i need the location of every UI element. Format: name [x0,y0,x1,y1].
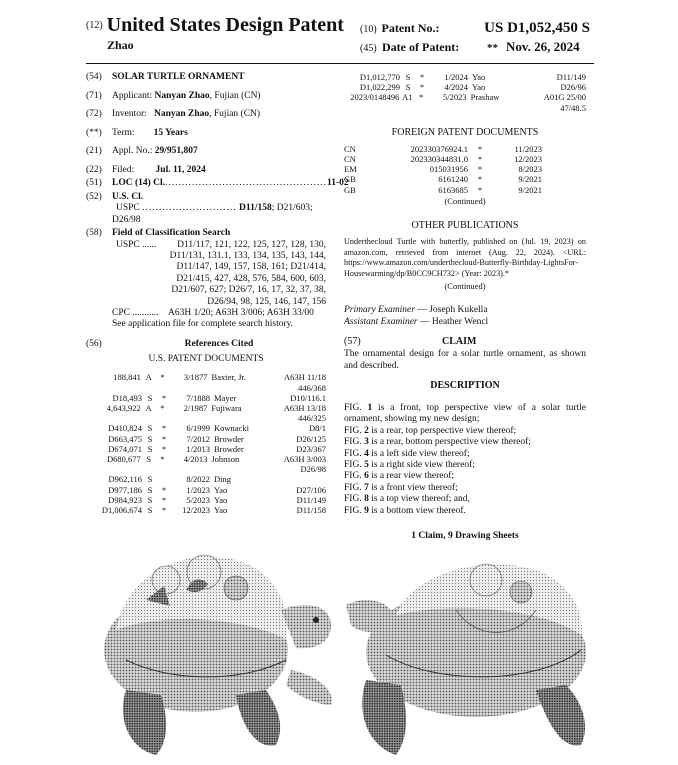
reference-row: D984,923 S * 5/2023 Yao D11/149 [108,494,326,505]
patent-header-left [86,14,344,53]
reference-row: D410,824 S * 6/1999 Kownacki D8/1 [108,423,326,434]
reference-row: D977,186 S * 1/2023 Yao D27/106 [108,484,326,495]
continued-label-2: (Continued) [444,281,486,292]
turtle-figure-rear [346,564,586,755]
us-patent-docs-head: U.S. PATENT DOCUMENTS [148,354,264,365]
reference-row: 4,643,922 A * 2/1987 Fujiwara A63H 13/18 [106,403,326,414]
header-rule [86,63,594,64]
us-references-continued: D1,012,770 S * 1/2024 Yao D11/149 D1,022,299 S * 4/2024 Yao D26/96 2023/0148496 A1 * 5/2023 Prashaw A01G 25/00 47/48.5 [344,72,586,113]
figure-description: FIG. 5 is a right side view thereof; [344,460,475,471]
inventor-surname: Zhao [107,38,134,52]
field-classification-search: (58) Field of Classification Search USPC ...... D11/117, 121, 122, 125, 127, 128, 130, D11/131, 131.1, 133, 134, 135, 143, 144, D11/147, 149, 157, 158, 161; D21/414, D21/415, 427, 428, 576, 584, 600, 603, D21/607, 627; D26/7, 16, 17, 32, 37, 38, D26/94, 98, 125, 146, 147, 156 CPC ........... A63H 1/20; A63H 3/006; A63H 33/00 See application file for complete search history. [86,228,326,330]
figure-description: FIG. 3 is a rear, bottom perspective view thereof; [344,437,531,448]
reference-row: D663,475 S * 7/2012 Browder D26/125 [108,433,326,444]
field-filed: (22) Filed: Jul. 11, 2024 [86,164,206,175]
foreign-reference-row: GB 6161240 * 9/2021 [344,174,542,185]
header-tag: (12) [86,20,103,31]
other-publications-text: Underthecloud Turtle with butterfly, published on (Jul. 19, 2023) on amazon.com, retrieved from internet (Aug. 22, 2024). <URL: https://www.amazon.com/underthecloud-Butterfly-Birthday-LightsFor-Housewarming/dp/B0CC9CH732> (Year: 2023).* [344,237,586,278]
reference-row: D1,022,299 S * 4/2024 Yao D26/96 [359,82,586,93]
patent-date: Nov. 26, 2024 [506,39,580,54]
figure-description: FIG. 2 is a rear, top perspective view thereof; [344,425,517,436]
reference-row: D1,006,674 S * 12/2023 Yao D11/158 [101,505,326,516]
reference-row: D680,677 S * 4/2013 Johnson A63H 3/003 [107,454,326,465]
reference-row: D674,071 S * 1/2013 Browder D23/367 [108,443,326,454]
us-references-list: 188,841 A * 3/1877 Baxter, Jr. A63H 11/18 446/368 D18,493 S * 7/1888 Mayer D10/116.1 4,643,922 A * 2/1987 Fujiwara A63H 13/18 446/325 D410,824 S * 6/1999 Kownacki D8/1 D663,475 S * 7/2012 Browder D26/125 D674,071 S * 1/2013 Browder D23/367 D680,677 S * 4/2013 Johnson A63H 3/003 D26/98 D962,116 S 8/2022 Ding D977,186 S * 1/2023 Yao D27/106 D984,923 S * 5/2023 Yao D11/149 D1,006,674 S * 12/2023 Yao D11/158 [86,372,326,515]
field-references: (56) References Cited [86,338,254,349]
claim-heading: (57) CLAIM [344,336,477,348]
patent-type-title: United States Design Patent [106,14,344,36]
assistant-examiner: Heather Wencl [431,316,489,327]
figure-description: FIG. 8 is a top view thereof; and, [344,494,470,505]
claims-sheets: 1 Claim, 9 Drawing Sheets [411,531,519,542]
continued-label: (Continued) [444,195,486,206]
primary-examiner: Joseph Kukella [429,305,488,316]
figure-description: FIG. 9 is a bottom view thereof. [344,505,466,516]
field-inventor: (72) Inventor: Nanyan Zhao, Fujian (CN) [86,109,261,119]
foreign-docs-head: FOREIGN PATENT DOCUMENTS [391,126,539,138]
reference-row: 188,841 A * 3/1877 Baxter, Jr. A63H 11/18 [113,372,326,383]
foreign-reference-row: CN 202330344831.0 * 12/2023 [344,154,542,165]
figure-description: FIG. 7 is a front view thereof; [344,482,458,493]
foreign-reference-row: GB 6163685 * 9/2021 [344,184,542,195]
reference-row: D1,012,770 S * 1/2024 Yao D11/149 [359,72,586,82]
foreign-reference-row: CN 202330376924.1 * 11/2023 [344,143,542,154]
description-list [344,403,586,517]
field-us-cl: (52) U.S. Cl. USPC ............................ D11/158; D21/603; D26/98 [86,191,313,225]
left-column [86,72,349,516]
reference-row: D962,116 S 8/2022 Ding [108,474,231,485]
figure-description: FIG. 1 is a front, top perspective view of a solar turtle ornament, showing my new design; [344,403,587,425]
reference-row: D18,493 S * 7/1888 Mayer D10/116.1 [112,392,326,403]
other-publications-head: OTHER PUBLICATIONS [411,220,519,232]
date-of-patent-row: (45) Date of Patent: ** Nov. 26, 2024 [360,39,580,54]
turtle-figure-front [104,555,332,755]
examiners: Primary Examiner — Joseph Kukella Assistant Examiner — Heather Wencl [344,305,489,327]
foreign-reference-row: EM 015031956 * 8/2023 [344,164,542,175]
field-term: (**) Term: 15 Years [86,127,188,138]
reference-row: 2023/0148496 A1 * 5/2023 Prashaw A01G 25/00 [350,92,586,103]
figure-description: FIG. 6 is a rear view thereof; [344,471,455,482]
field-applicant: (71) Applicant: Nanyan Zhao, Fujian (CN) [86,90,261,101]
claim-text: The ornamental design for a solar turtle ornament, as shown and described. [344,349,586,371]
turtle-drawings [86,540,594,765]
field-appl-no: (21) Appl. No.: 29/951,807 [86,146,198,156]
patent-number: US D1,052,450 S [484,20,590,36]
field-loc: (51) LOC (14) Cl. ................................................ 11-02 [86,178,349,188]
patent-header-right [360,20,590,58]
figure-description: FIG. 4 is a left side view thereof; [344,448,470,459]
right-column [344,72,586,541]
description-head: DESCRIPTION [430,380,500,392]
field-title: (54) SOLAR TURTLE ORNAMENT [86,72,245,82]
patent-number-row: (10) Patent No.: US D1,052,450 S [360,20,590,36]
foreign-references-list [344,144,586,195]
